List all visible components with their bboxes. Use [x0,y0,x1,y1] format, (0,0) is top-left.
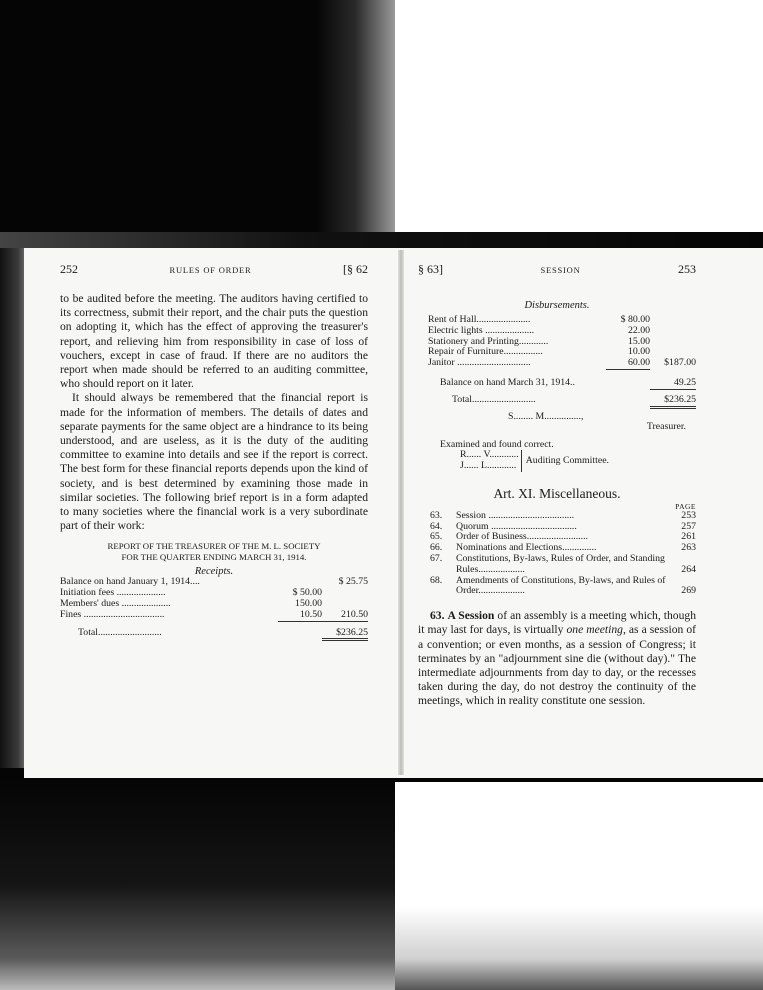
toc-page: 253 [681,509,696,521]
treasurer-signature: S........ M..............., [508,411,584,422]
scan-border-top-left [0,0,395,240]
report-title-line-1: REPORT OF THE TREASURER OF THE M. L. SOCIETY [107,541,321,552]
disbursement-amount: 60.00 [606,358,650,370]
auditor-2: J...... L............ [460,459,517,471]
article-title: Art. XI. Miscellaneous. [493,485,621,501]
receipt-label: Balance on hand January 1, 1914.... [60,577,200,588]
left-running-head: RULES OF ORDER [169,265,252,275]
toc-page: 269 [681,585,696,597]
toc-page: 263 [681,542,696,554]
receipt-amount: $ 50.00 [292,587,322,599]
right-page [418,262,696,720]
toc-number: 67. [430,552,443,564]
disbursement-row [428,315,696,326]
receipt-label: Initiation fees .................... [60,588,166,599]
receipts-total-value: $236.25 [322,628,368,642]
balance-label: Balance on hand March 31, 1914.. [440,377,575,388]
toc-label: Amendments of Constitutions, By-laws, and Rules of Order................... [456,574,666,597]
disbursements-total-label: Total.......................... [452,394,536,405]
right-page-header [418,262,696,284]
disbursement-subtotal: $187.00 [664,357,696,369]
section-number: 63. [430,609,445,623]
disbursements-heading: Disbursements. [524,300,590,311]
signature-row [428,412,696,423]
disbursement-row [428,326,696,337]
toc-label: Nominations and Elections.............. [456,542,597,554]
disbursement-row [428,347,696,358]
right-running-head: SESSION [540,265,581,275]
scan-border-top-band [0,232,763,248]
disbursement-amount: 10.00 [627,346,650,358]
book-gutter [398,250,404,775]
disbursement-amount: $ 80.00 [620,314,650,325]
left-section-mark: [§ 62 [342,262,368,276]
toc-item [430,576,696,598]
balance-value: 49.25 [650,378,696,390]
disbursements-total-row [428,395,696,409]
scan-border-bottom-right [395,782,763,990]
toc-item [430,511,696,522]
left-page [60,262,368,641]
report-title [60,541,368,562]
section-title: A Session [447,609,495,623]
toc-label: Order of Business......................... [456,531,588,543]
right-page-number: 253 [678,262,696,276]
auditing-committee-label: Auditing Committee. [525,454,609,466]
toc-number: 66. [430,542,443,554]
receipt-amount: 10.50 [278,610,322,622]
receipts-total-row [60,628,368,642]
disbursement-label: Janitor .............................. [428,358,531,369]
toc-page: 257 [681,520,696,532]
left-page-header [60,262,368,284]
toc-page: 264 [681,563,696,575]
session-paragraph [418,609,696,708]
receipt-row [60,610,368,622]
auditor-names [460,450,522,472]
receipts-table [60,577,368,641]
auditor-1: R...... V............ [460,449,519,461]
receipt-subtotal: 210.50 [322,610,368,622]
disbursement-label: Rent of Hall...................... [428,315,531,325]
disbursement-row [428,358,696,370]
toc-label: Session ................................... [456,509,575,521]
disbursement-subtotal [650,326,696,337]
receipt-label: Fines ................................. [60,609,165,620]
auditors-block [418,450,696,472]
disbursement-subtotal [650,337,696,348]
session-text-a: of an assembly is a meeting which, though it may last for days, is virtually [418,609,696,637]
toc-page-label: PAGE [675,501,696,511]
disbursement-label: Electric lights .................... [428,325,535,336]
toc-label: Quorum ................................... [456,520,577,532]
receipt-subtotal [322,588,368,599]
toc-label: Constitutions, By-laws, Rules of Order, and Standing Rules................... [456,552,665,575]
disbursement-row [428,337,696,348]
examined-note: Examined and found correct. [440,439,554,451]
receipt-subtotal: $ 25.75 [338,576,368,588]
right-section-mark: § 63] [418,262,443,276]
balance-row [428,378,696,390]
disbursements-table [418,315,696,433]
receipts-total-label: Total.......................... [78,627,162,638]
disbursement-subtotal [650,315,696,326]
paragraph-financial-report: It should always be remembered that the financial report is made for the information of members. The details of dates and separate payments for the same object are a hindrance to its being understood, and are useless, as it is the duty of the auditing committee to examine into details and see if the report is correct. The best form for these financial reports depends upon the kind of society, and is best determined by examining those made in similar societies. The following brief report is in a form adapted to many societies where the financial work is a very subordinate part of their work: [60,391,368,533]
disbursement-label: Stationery and Printing............ [428,336,549,347]
toc-number: 64. [430,520,443,532]
disbursement-amount: 15.00 [627,335,650,347]
toc-item [430,554,696,576]
paragraph-audit: to be audited before the meeting. The auditors having certified to its correctness, submit their report, and the chair puts the question on adopting it, which has the effect of approving the treasurer's report, and relieving him from responsibility in case of loss of vouchers, except in case of fraud. If there are no auditors the report when made should be referred to an auditing committee, who should report on it later. [60,292,368,391]
disbursement-label: Repair of Furniture................ [428,347,543,358]
toc-number: 63. [430,509,443,521]
session-emphasis: one meeting [566,623,623,637]
disbursements-total-value: $236.25 [650,395,696,409]
scan-border-bottom-left [0,780,395,990]
treasurer-title: Treasurer. [646,422,686,433]
toc-page: 261 [681,531,696,543]
receipt-amount: 150.00 [295,598,322,610]
left-page-body [60,292,368,533]
receipt-label: Members' dues .................... [60,599,171,610]
treasurer-row [428,422,696,433]
session-text-b: , as a session of a convention; or even months, as a session of Congress; it terminates by an "adjournment sine die (without day)." The intermediate adjournments from day to day, or the recesses taken during the day, do not destroy the continuity of the meetings, which in reality constitute one session. [418,623,696,708]
report-title-line-2: FOR THE QUARTER ENDING MARCH 31, 1914. [121,551,307,562]
disbursement-amount: 22.00 [627,324,650,336]
toc-number: 65. [430,531,443,543]
article-toc [418,511,696,597]
toc-number: 68. [430,574,443,586]
left-page-number: 252 [60,262,78,276]
receipts-heading: Receipts. [194,566,234,578]
